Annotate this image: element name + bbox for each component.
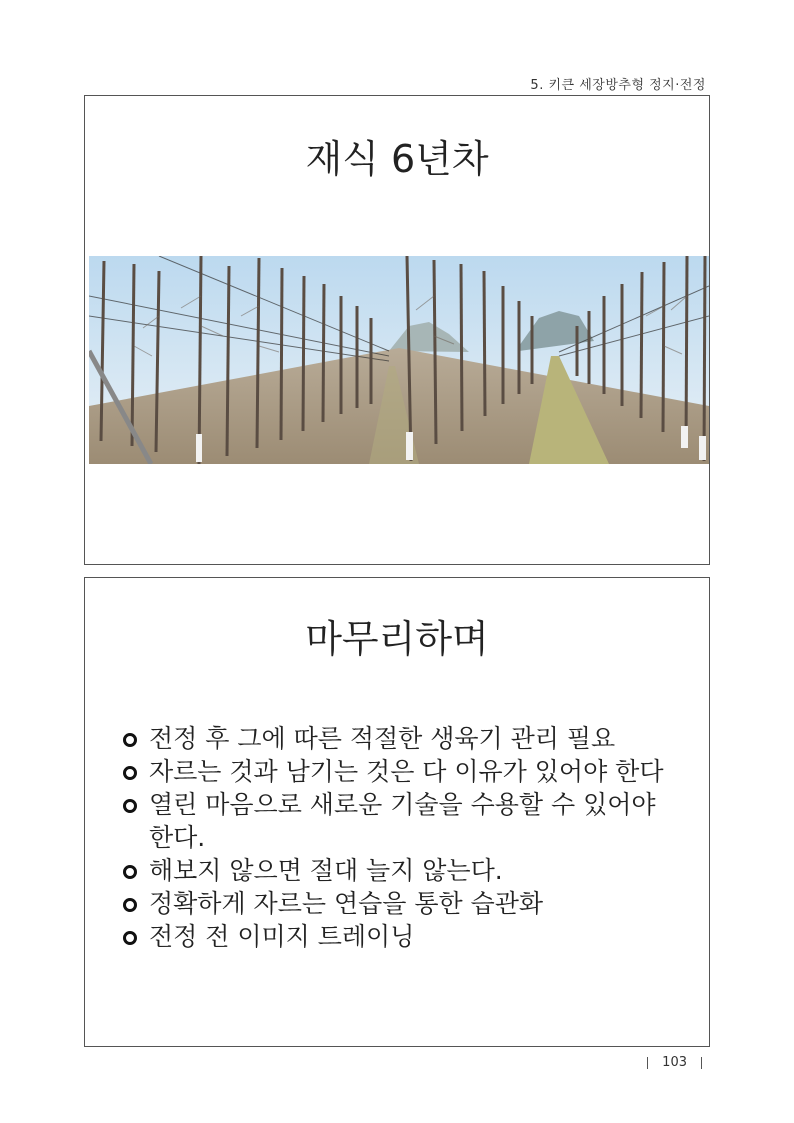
bullet-text: 전정 전 이미지 트레이닝 [149,922,415,951]
list-item [123,755,683,788]
bullet-text: 정확하게 자르는 연습을 통한 습관화 [149,889,544,918]
ring-bullet-icon [123,931,137,945]
list-item [123,887,683,920]
orchard-photo [89,256,709,464]
bullet-text: 해보지 않으면 절대 늘지 않는다. [149,856,503,885]
running-header: 5. 키큰 세장방추형 정지·전정 [530,78,706,93]
list-item [123,854,683,887]
bullet-text: 자르는 것과 남기는 것은 다 이유가 있어야 한다 [149,757,664,786]
slide-orchard [84,95,710,565]
slide-title: 마무리하며 [305,617,489,661]
page-footer [647,1055,702,1070]
divider [701,1057,702,1069]
ring-bullet-icon [123,865,137,879]
slide-title: 재식 6년차 [305,137,489,181]
page-number: 103 [662,1055,687,1070]
bullet-text: 열린 마음으로 새로운 기술을 수용할 수 있어야 한다. [149,790,656,852]
slide-closing [84,577,710,1047]
list-item [123,788,683,854]
ring-bullet-icon [123,733,137,747]
bullet-list [123,722,683,953]
divider [647,1057,648,1069]
bullet-text: 전정 후 그에 따른 적절한 생육기 관리 필요 [149,724,616,753]
ring-bullet-icon [123,766,137,780]
apple-orchard-photo-icon [89,256,709,464]
list-item [123,722,683,755]
list-item [123,920,683,953]
ring-bullet-icon [123,898,137,912]
ring-bullet-icon [123,799,137,813]
